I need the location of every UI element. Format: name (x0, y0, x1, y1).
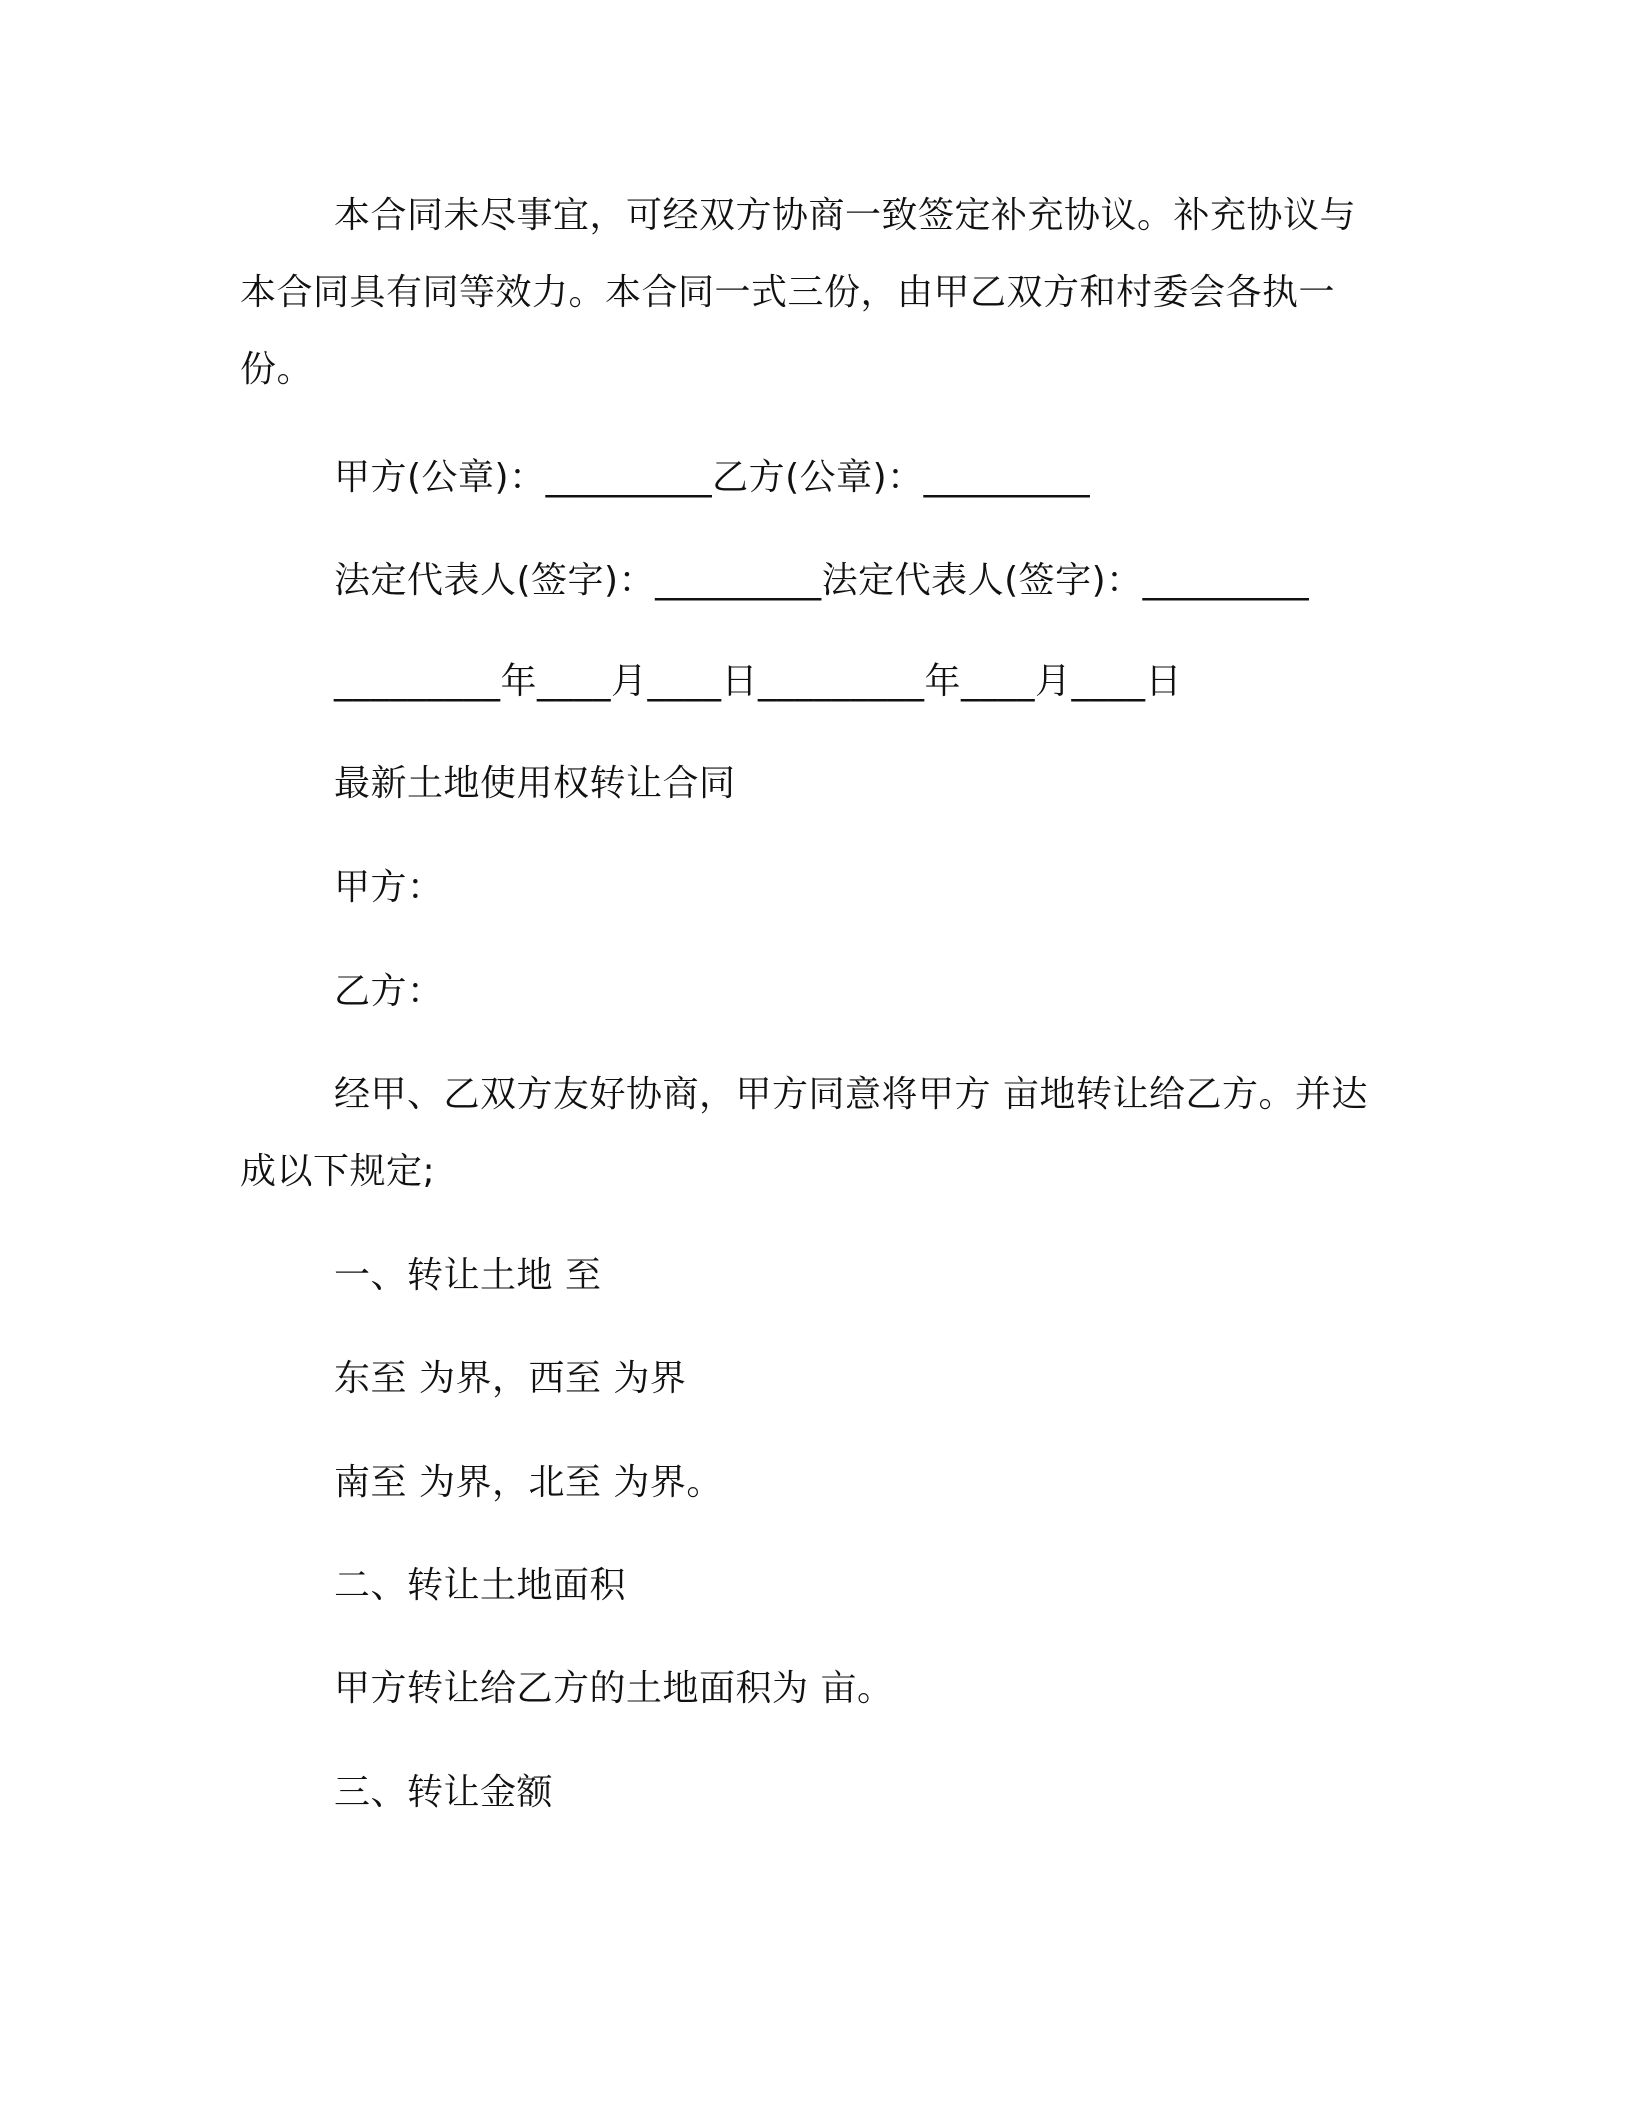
intro-line-1: 经甲、乙双方友好协商，甲方同意将甲方 亩地转让给乙方。并达 (334, 1074, 1368, 1115)
section-1-boundary-south-north: 南至 为界，北至 为界。 (334, 1462, 723, 1503)
party-b-label: 乙方： (334, 971, 444, 1012)
signature-representative-line: 法定代表人(签字)：_________法定代表人(签字)：_________ (334, 560, 1310, 601)
contract-title: 最新土地使用权转让合同 (334, 763, 736, 804)
section-2-heading: 二、转让土地面积 (334, 1565, 627, 1606)
section-1-boundary-east-west: 东至 为界，西至 为界 (334, 1358, 687, 1399)
paragraph-supplement-line-1: 本合同未尽事宜，可经双方协商一致签定补充协议。补充协议与 (334, 195, 1357, 236)
section-1-heading: 一、转让土地 至 (334, 1255, 602, 1296)
section-2-text: 甲方转让给乙方的土地面积为 亩。 (334, 1668, 894, 1709)
party-a-label: 甲方： (334, 867, 444, 908)
signature-seal-line: 甲方(公章)：_________乙方(公章)：_________ (334, 457, 1091, 498)
section-3-heading: 三、转让金额 (334, 1772, 554, 1813)
intro-line-2: 成以下规定; (240, 1151, 436, 1192)
paragraph-supplement-line-2: 本合同具有同等效力。本合同一式三份，由甲乙双方和村委会各执一 (240, 272, 1336, 313)
signature-date-line: _________年____月____日_________年____月____日 (334, 661, 1182, 702)
paragraph-supplement-line-3: 份。 (240, 349, 314, 390)
